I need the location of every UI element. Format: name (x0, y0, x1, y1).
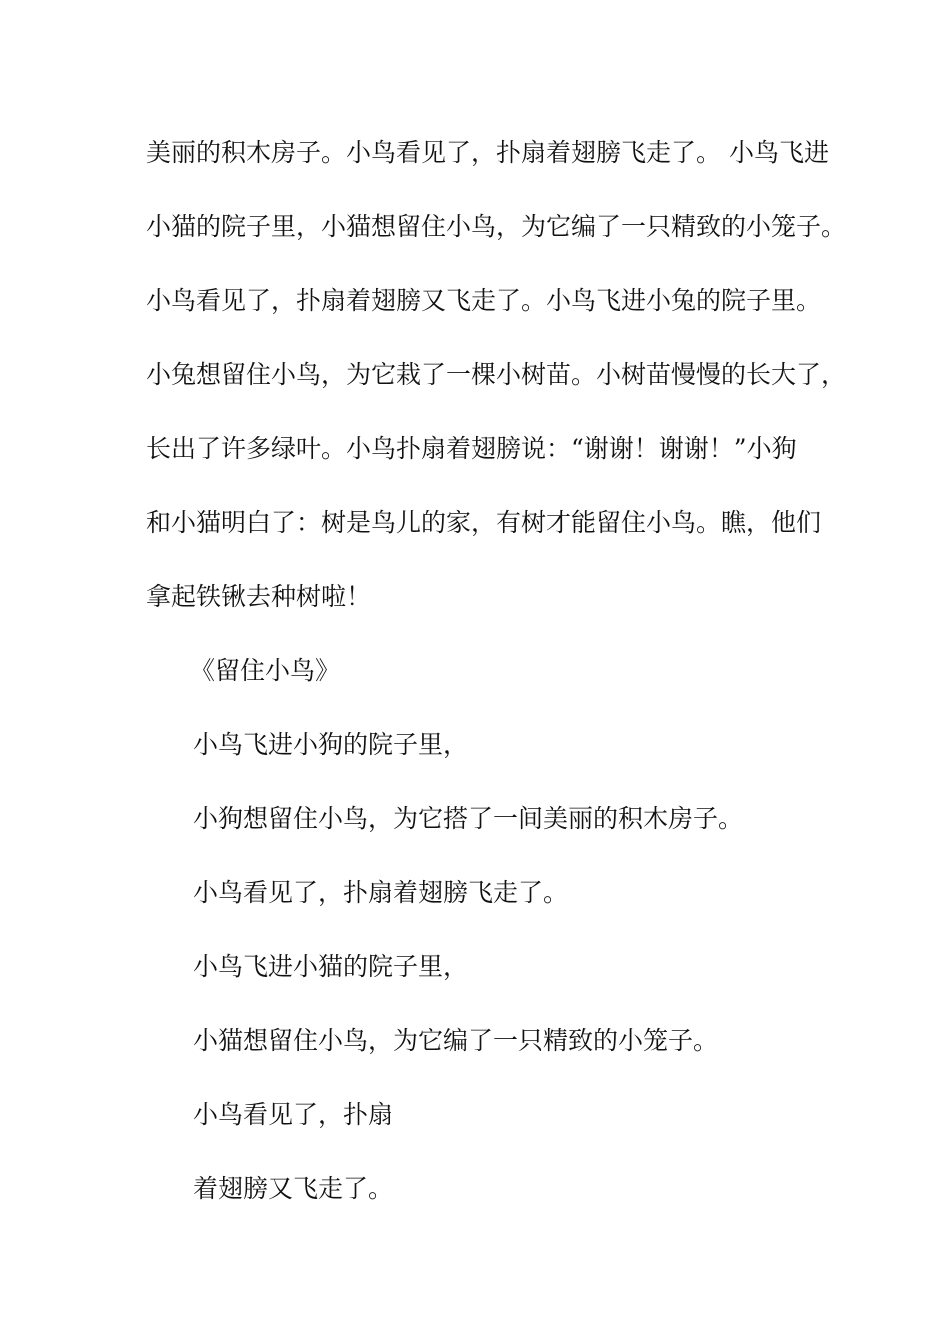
paragraph-line: 小鸟看见了，扑扇着翅膀又飞走了。小鸟飞进小兔的院子里。 (146, 286, 822, 315)
paragraph-line: 美丽的积木房子。小鸟看见了，扑扇着翅膀飞走了。 小鸟飞进 (146, 138, 829, 167)
poem-title: 《留住小鸟》 (190, 656, 341, 685)
paragraph-line: 小兔想留住小鸟，为它栽了一棵小树苗。小树苗慢慢的长大了， (146, 360, 847, 389)
poem-line: 小鸟看见了，扑扇 (193, 1100, 394, 1129)
poem-line: 小狗想留住小鸟，为它搭了一间美丽的积木房子。 (193, 804, 744, 833)
paragraph-line: 长出了许多绿叶。小鸟扑扇着翅膀说：“谢谢！谢谢！”小狗 (146, 434, 797, 463)
paragraph-line: 和小猫明白了：树是鸟儿的家，有树才能留住小鸟。瞧，他们 (146, 508, 822, 537)
poem-line: 小鸟看见了，扑扇着翅膀飞走了。 (193, 878, 569, 907)
poem-line: 小鸟飞进小狗的院子里， (193, 730, 469, 759)
paragraph-line: 小猫的院子里，小猫想留住小鸟，为它编了一只精致的小笼子。 (146, 212, 847, 241)
paragraph-line: 拿起铁锹去种树啦！ (146, 582, 372, 611)
poem-line: 小鸟飞进小猫的院子里， (193, 952, 469, 981)
poem-line: 着翅膀又飞走了。 (193, 1174, 394, 1203)
poem-line: 小猫想留住小鸟，为它编了一只精致的小笼子。 (193, 1026, 719, 1055)
